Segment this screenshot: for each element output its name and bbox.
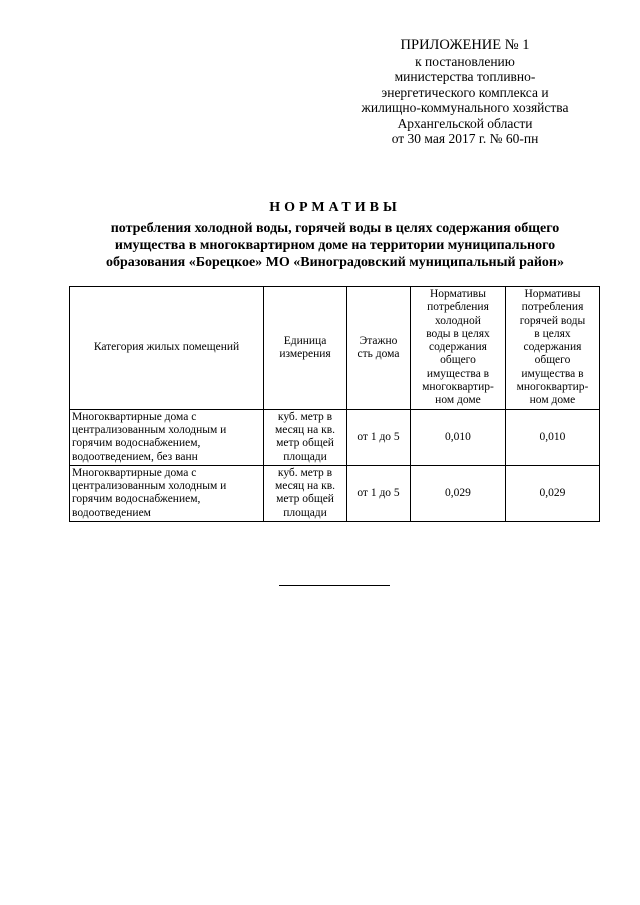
header-text: ном доме [529,394,576,407]
header-text: измерения [279,347,331,360]
cell-text: Многоквартирные дома с [72,466,197,479]
document-title-block [70,200,600,271]
cell-cold-water-value: 0,029 [411,465,506,521]
cell-text: водоотведением [72,506,151,519]
cell-unit [264,409,347,465]
table-header-row [70,287,600,410]
cell-text: централизованным холодным и [72,423,227,436]
subtitle-line: образования «Борецкое» МО «Виноградовский муниципальный район» [106,255,564,270]
subtitle-line: имущества в многоквартирном доме на территории муниципального [114,238,556,253]
header-text: имущества в [426,367,490,380]
subtitle-line: потребления холодной воды, горячей воды в целях содержания общего [110,221,560,236]
appendix-line: жилищно-коммунального хозяйства [361,100,569,115]
cell-text: горячим водоснабжением, [72,493,201,506]
header-text: Нормативы [429,288,486,300]
header-text: многоквартир- [516,381,589,394]
appendix-header [330,38,600,147]
header-cold-water-norm [411,287,506,410]
header-text: общего [440,354,476,367]
cell-floors: от 1 до 5 [346,465,410,521]
document-subtitle [70,220,600,271]
header-hot-water-norm [505,287,599,410]
cell-text: площади [283,506,327,519]
appendix-line: к постановлению [415,53,515,69]
header-text: содержания [523,341,582,354]
cell-floors: от 1 до 5 [346,409,410,465]
header-text: Этажно [359,334,398,347]
header-text: в целях [534,327,571,340]
norms-table [69,286,600,522]
cell-category [70,409,264,465]
header-text: потребления [521,301,584,314]
header-text: имущества в [521,367,584,380]
footer-divider [279,585,390,586]
cell-text: водоотведением, без ванн [72,450,198,463]
appendix-line: энергетического комплекса и [381,84,549,100]
appendix-title: ПРИЛОЖЕНИЕ № 1 [400,37,530,53]
cell-text: куб. метр в [277,466,333,479]
cell-text: куб. метр в [277,410,333,423]
cell-cold-water-value: 0,010 [411,409,506,465]
header-text: сть дома [357,347,400,360]
cell-text: метр общей [276,437,334,450]
header-text: многоквартир- [422,381,494,394]
appendix-line: министерства топливно- [394,69,536,84]
header-text: Категория жилых помещений [93,341,240,354]
header-text: воды в целях [426,327,490,340]
header-text: холодной [434,314,481,327]
cell-hot-water-value: 0,029 [505,465,599,521]
cell-text: горячим водоснабжением, [72,437,201,450]
header-unit [264,287,347,410]
header-text: общего [534,354,571,367]
header-text: Единица [283,334,327,347]
cell-hot-water-value: 0,010 [505,409,599,465]
cell-text: метр общей [276,493,334,506]
header-category [70,287,264,410]
cell-text: Многоквартирные дома с [72,410,197,423]
cell-unit [264,465,347,521]
cell-text: месяц на кв. [274,480,336,493]
cell-category [70,465,264,521]
header-text: потребления [427,301,489,314]
header-text: Нормативы [524,288,581,300]
document-title: НОРМАТИВЫ [269,200,401,215]
cell-text: централизованным холодным и [72,480,227,493]
header-text: содержания [429,341,487,354]
header-text: горячей воды [519,314,586,327]
header-text: ном доме [435,394,481,407]
appendix-date-line: от 30 мая 2017 г. № 60-пн [391,131,539,146]
header-floors [346,287,410,410]
appendix-line: Архангельской области [397,115,533,131]
table-row [70,409,600,465]
cell-text: месяц на кв. [274,423,336,436]
table-row [70,465,600,521]
cell-text: площади [283,450,327,463]
